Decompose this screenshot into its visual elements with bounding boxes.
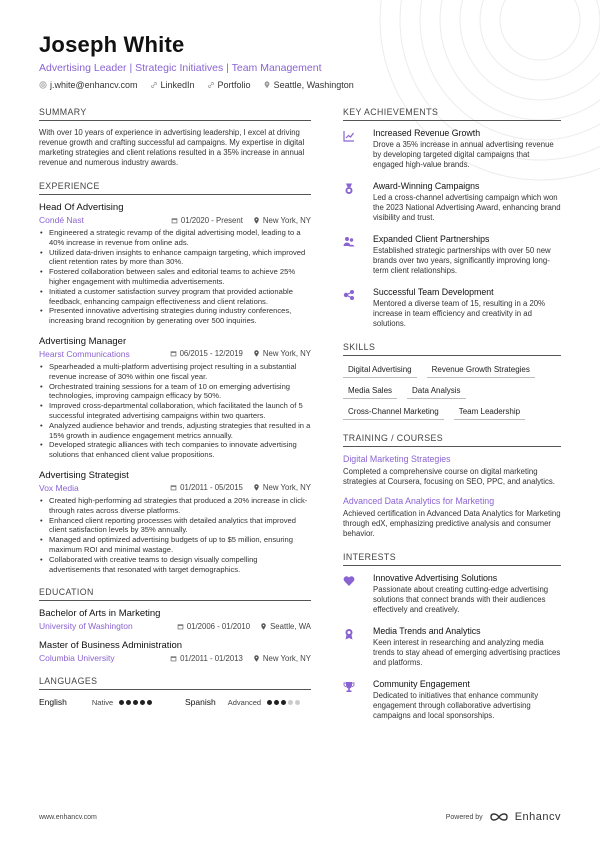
left-column xyxy=(39,107,311,720)
location-contact xyxy=(263,80,354,90)
skill-tag: Media Sales xyxy=(343,384,397,399)
skill-tag: Digital Advertising xyxy=(343,363,417,378)
achievement-text: Led a cross-channel advertising campaign which won the 2023 National Advertising Award, enhancing brand visibility and trust. xyxy=(373,193,561,222)
course-item xyxy=(343,454,561,487)
rating-dot-filled xyxy=(267,700,272,705)
skill-tag: Data Analysis xyxy=(407,384,465,399)
summary-section xyxy=(39,107,311,168)
link-icon xyxy=(207,81,215,89)
job-bullets xyxy=(39,496,311,574)
job-title: Advertising Manager xyxy=(39,335,127,347)
location-text: Seattle, Washington xyxy=(273,80,354,90)
calendar-icon xyxy=(170,350,177,357)
language-level: Native xyxy=(91,697,114,707)
language-item xyxy=(39,697,185,707)
rating-dot-filled xyxy=(126,700,131,705)
degree-title: Bachelor of Arts in Marketing xyxy=(39,608,161,620)
trophy-icon xyxy=(343,681,355,693)
course-title: Advanced Data Analytics for Marketing xyxy=(343,496,495,506)
achievement-text: Drove a 35% increase in annual advertising revenue by developing targeted digital campaigns that engaged high-value brands. xyxy=(373,140,554,169)
interest-item xyxy=(343,626,561,668)
award-medal-icon xyxy=(343,183,355,195)
interest-title: Media Trends and Analytics xyxy=(373,626,481,636)
experience-section xyxy=(39,181,311,574)
course-title: Digital Marketing Strategies xyxy=(343,454,451,464)
partners-icon xyxy=(343,236,355,248)
job-bullets xyxy=(39,228,311,326)
calendar-icon xyxy=(170,484,177,491)
achievement-title: Successful Team Development xyxy=(373,287,494,297)
section-title: EXPERIENCE xyxy=(39,181,311,195)
company-name: Vox Media xyxy=(39,482,79,493)
interest-text: Keen interest in researching and analyzing media trends to stay ahead of emerging advertising practices and platforms. xyxy=(373,638,561,667)
education-location: Seattle, WA xyxy=(270,621,311,631)
calendar-icon xyxy=(171,217,178,224)
school-name: Columbia University xyxy=(39,653,115,664)
job-location: New York, NY xyxy=(262,215,311,225)
language-level: Advanced xyxy=(227,697,262,707)
interest-title: Community Engagement xyxy=(373,679,470,689)
bullet-item: • Fostered collaboration between sales and editorial teams to achieve 25% higher engagement with multimedia advertisements. xyxy=(39,267,311,287)
resume-footer xyxy=(39,811,561,823)
company-name: Condé Nast xyxy=(39,215,84,225)
brand-mark[interactable] xyxy=(446,811,561,823)
achievement-text: Established strategic partnerships with over 50 new brands over two years, significantly improving long-term client relationships. xyxy=(373,246,551,275)
bullet-item: • Analyzed audience behavior and trends, adjusting strategies that resulted in a 15% growth in audience engagement metrics annually. xyxy=(39,421,311,441)
job-dates: 01/2020 - Present xyxy=(180,215,243,225)
education-entry xyxy=(39,640,311,663)
bullet-item: • Developed strategic alliances with tech companies to innovate advertising solutions that enhanced client value propositions. xyxy=(39,440,311,460)
bullet-item: • Managed and optimized advertising budgets of up to $5 million, ensuring maximum ROI and minimal wastage. xyxy=(39,535,311,555)
bullet-item: • Engineered a strategic revamp of the digital advertising model, leading to a 40% increase in revenue from online ads. xyxy=(39,228,311,248)
section-title: LANGUAGES xyxy=(39,676,311,690)
contact-info xyxy=(39,80,569,90)
powered-by-text: Powered by xyxy=(445,813,483,821)
rating-dot-filled xyxy=(274,700,279,705)
interests-section xyxy=(343,552,561,721)
rating-dot-empty xyxy=(288,700,293,705)
link-icon xyxy=(150,81,158,89)
bullet-item: • Enhanced client reporting processes with detailed analytics that improved client satisfaction levels by 35% annually. xyxy=(39,516,311,536)
rating-dot-filled xyxy=(281,700,286,705)
job-location: New York, NY xyxy=(262,349,311,359)
location-pin-icon xyxy=(253,655,260,662)
bullet-item: • Created high-performing ad strategies that produced a 20% increase in click-through rates across diverse platforms. xyxy=(39,496,311,516)
language-rating xyxy=(119,700,152,705)
language-name: Spanish xyxy=(185,697,216,708)
bullet-item: • Initiated a customer satisfaction survey program that provided actionable feedback, enhancing campaign effectiveness and client relations. xyxy=(39,287,311,307)
interest-item xyxy=(343,573,561,615)
languages-section xyxy=(39,676,311,707)
skill-tag: Cross-Channel Marketing xyxy=(343,405,444,420)
degree-title: Master of Business Administration xyxy=(39,640,183,652)
achievement-title: Increased Revenue Growth xyxy=(373,128,481,138)
course-item xyxy=(343,496,561,539)
portfolio-text: Portfolio xyxy=(217,80,251,90)
education-location: New York, NY xyxy=(262,653,311,663)
resume-header xyxy=(39,32,569,90)
job-title: Head Of Advertising xyxy=(39,202,124,213)
rating-dot-filled xyxy=(133,700,138,705)
rating-dot-filled xyxy=(140,700,145,705)
languages-list xyxy=(39,697,311,707)
location-pin-icon xyxy=(253,484,260,491)
achievement-item xyxy=(343,181,561,223)
chart-line-icon xyxy=(343,130,355,142)
achievement-title: Expanded Client Partnerships xyxy=(373,234,490,244)
interest-title: Innovative Advertising Solutions xyxy=(373,573,498,583)
enhancv-logo-icon xyxy=(489,811,509,823)
portfolio-contact[interactable] xyxy=(207,80,251,90)
education-section xyxy=(39,587,311,663)
team-network-icon xyxy=(343,289,355,301)
rating-dot-filled xyxy=(119,700,124,705)
summary-text: With over 10 years of experience in advertising leadership, I excel at driving revenue growth and crafting successful ad campaigns. My expertise in digital marketing strategies and client relations resulted in a 35% increase in annual revenue and numerous industry awards. xyxy=(39,128,305,167)
rating-dot-filled xyxy=(147,700,152,705)
rating-dot-empty xyxy=(295,700,300,705)
bullet-item: • Improved cross-departmental collaboration, which facilitated the launch of 5 successful integrated advertising campaigns within two quarters. xyxy=(39,401,311,421)
right-column xyxy=(343,107,561,734)
bullet-item: • Spearheaded a multi-platform advertising project resulting in a substantial revenue increase of 30% within one fiscal year. xyxy=(39,362,311,382)
section-title: EDUCATION xyxy=(39,587,311,601)
at-icon xyxy=(39,81,47,89)
location-pin-icon xyxy=(260,623,267,630)
job-location: New York, NY xyxy=(262,483,311,493)
section-title: KEY ACHIEVEMENTS xyxy=(343,107,561,121)
skills-list xyxy=(343,363,561,420)
calendar-icon xyxy=(170,655,177,662)
heart-icon xyxy=(343,575,355,587)
achievements-section xyxy=(343,107,561,329)
brand-name: Enhancv xyxy=(514,811,561,823)
linkedin-contact[interactable] xyxy=(150,80,195,90)
job-bullets xyxy=(39,362,311,460)
candidate-name: Joseph White xyxy=(39,32,185,57)
interest-item xyxy=(343,679,561,721)
footer-website[interactable]: www.enhancv.com xyxy=(39,813,97,821)
course-text: Achieved certification in Advanced Data Analytics for Marketing through edX, emphasizing predictive analysis and consumer behavior. xyxy=(343,509,561,538)
education-dates: 01/2006 - 01/2010 xyxy=(186,621,251,631)
interest-text: Passionate about creating cutting-edge advertising solutions that connect brands with their audiences effectively and creatively. xyxy=(373,585,549,614)
course-text: Completed a comprehensive course on digital marketing strategies at Coursera, focusing on SEO, PPC, and analytics. xyxy=(343,467,555,486)
skill-tag: Team Leadership xyxy=(454,405,525,420)
achievement-text: Mentored a diverse team of 15, resulting in a 20% increase in team efficiency and creativity in ad solutions. xyxy=(373,299,546,328)
experience-entry xyxy=(39,470,311,574)
location-pin-icon xyxy=(263,81,271,89)
interest-text: Dedicated to initiatives that enhance community engagement through collaborative advertising campaigns and local sponsorships. xyxy=(373,691,539,720)
achievement-item xyxy=(343,287,561,329)
skill-tag: Revenue Growth Strategies xyxy=(427,363,535,378)
language-item xyxy=(185,697,300,707)
section-title: SKILLS xyxy=(343,342,561,356)
candidate-tagline: Advertising Leader | Strategic Initiatives | Team Management xyxy=(39,62,322,74)
language-name: English xyxy=(39,697,67,708)
bullet-item: • Presented innovative advertising strategies during industry conferences, increasing brand recognition by generating over 500 inquiries. xyxy=(39,306,311,326)
training-section xyxy=(343,433,561,539)
ribbon-medal-icon xyxy=(343,628,355,640)
section-title: SUMMARY xyxy=(39,107,311,121)
email-text: j.white@enhancv.com xyxy=(50,80,138,90)
location-pin-icon xyxy=(253,217,260,224)
email-contact[interactable] xyxy=(39,80,138,90)
achievement-title: Award-Winning Campaigns xyxy=(373,181,480,191)
bullet-item: • Utilized data-driven insights to enhance campaign targeting, which improved client retention rates by more than 30%. xyxy=(39,248,311,268)
section-title: INTERESTS xyxy=(343,552,561,566)
job-dates: 06/2015 - 12/2019 xyxy=(179,349,243,359)
achievement-item xyxy=(343,234,561,276)
section-title: TRAINING / COURSES xyxy=(343,433,561,447)
location-pin-icon xyxy=(253,350,260,357)
skills-section xyxy=(343,342,561,420)
company-name: Hearst Communications xyxy=(39,348,130,359)
achievement-item xyxy=(343,128,561,170)
bullet-item: • Orchestrated training sessions for a team of 10 on emerging advertising technologies, improving campaign efficacy by 50%. xyxy=(39,382,311,402)
job-title: Advertising Strategist xyxy=(39,469,129,481)
calendar-icon xyxy=(177,623,184,630)
experience-entry xyxy=(39,336,311,460)
linkedin-text: LinkedIn xyxy=(160,80,195,90)
language-rating xyxy=(267,700,300,705)
job-dates: 01/2011 - 05/2015 xyxy=(180,483,243,493)
school-name: University of Washington xyxy=(39,621,133,632)
experience-entry xyxy=(39,202,311,326)
education-entry xyxy=(39,608,311,631)
bullet-item: • Collaborated with creative teams to design visually compelling advertisements that resonated with target demographics. xyxy=(39,555,311,575)
education-dates: 01/2011 - 01/2013 xyxy=(180,653,243,663)
